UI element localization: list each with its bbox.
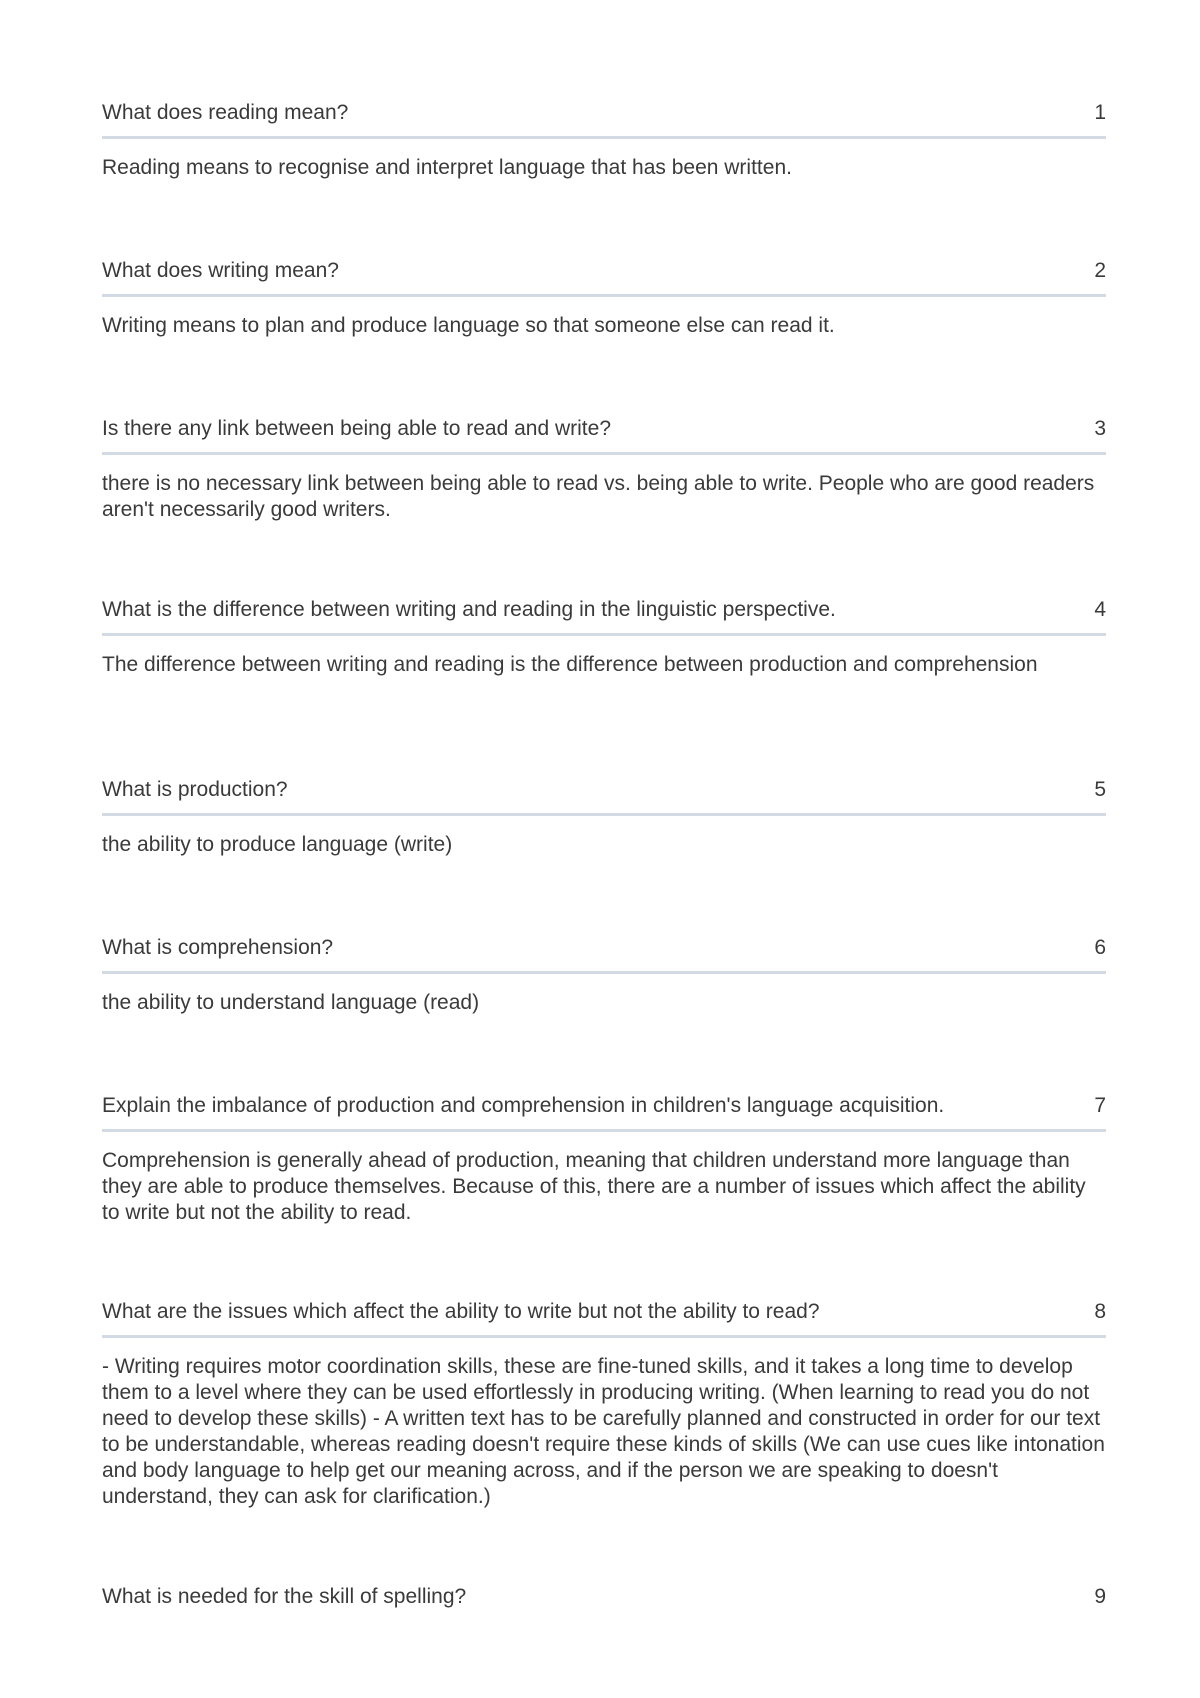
card-number: 5 (1094, 778, 1106, 801)
question-row (102, 416, 1106, 455)
flashcard (102, 1093, 1106, 1226)
answer-text: Writing means to plan and produce language so that someone else can read it. (102, 314, 835, 337)
question-text: Is there any link between being able to read and write? (102, 417, 611, 440)
answer-text: there is no necessary link between being able to read vs. being able to write. People who are good readers aren't necessarily good writers. (102, 472, 1095, 521)
flashcard (102, 1299, 1106, 1510)
flashcard (102, 416, 1106, 523)
question-row (102, 1299, 1106, 1338)
card-number: 1 (1094, 101, 1106, 124)
card-number: 2 (1094, 259, 1106, 282)
question-row (102, 935, 1106, 974)
answer-text: the ability to understand language (read) (102, 991, 480, 1014)
question-text: What is needed for the skill of spelling? (102, 1585, 467, 1608)
flashcard (102, 935, 1106, 1016)
question-text: What does writing mean? (102, 259, 339, 282)
question-text: What does reading mean? (102, 101, 349, 124)
question-row (102, 1093, 1106, 1132)
question-row (102, 777, 1106, 816)
flashcard (102, 1584, 1106, 1620)
answer-text: the ability to produce language (write) (102, 833, 453, 856)
question-text: Explain the imbalance of production and comprehension in children's language acquisition. (102, 1094, 945, 1117)
card-number: 9 (1094, 1585, 1106, 1608)
question-row (102, 258, 1106, 297)
card-number: 6 (1094, 936, 1106, 959)
card-number: 8 (1094, 1300, 1106, 1323)
flashcard (102, 258, 1106, 339)
question-text: What are the issues which affect the ability to write but not the ability to read? (102, 1300, 820, 1323)
card-number: 7 (1094, 1094, 1106, 1117)
flashcard (102, 597, 1106, 678)
flashcard (102, 100, 1106, 181)
question-text: What is production? (102, 778, 288, 801)
question-text: What is comprehension? (102, 936, 334, 959)
question-row (102, 1584, 1106, 1620)
flashcard (102, 777, 1106, 858)
answer-text: Comprehension is generally ahead of production, meaning that children understand more language than they are able to produce themselves. Because of this, there are a number of issues which affect the ability to write but not the ability to read. (102, 1149, 1086, 1224)
answer-text: The difference between writing and reading is the difference between production and comprehension (102, 653, 1038, 676)
answer-text: - Writing requires motor coordination skills, these are fine-tuned skills, and it takes a long time to develop them to a level where they can be used effortlessly in producing writing. (When learning to read you do not need to develop these skills) - A written text has to be carefully planned and constructed in order for our text to be understandable, whereas reading doesn't require these kinds of skills (We can use cues like intonation and body language to help get our meaning across, and if the person we are speaking to doesn't understand, they can ask for clarification.) (102, 1355, 1105, 1508)
question-row (102, 100, 1106, 139)
question-text: What is the difference between writing and reading in the linguistic perspective. (102, 598, 836, 621)
answer-text: Reading means to recognise and interpret language that has been written. (102, 156, 792, 179)
card-number: 4 (1094, 598, 1106, 621)
question-row (102, 597, 1106, 636)
card-number: 3 (1094, 417, 1106, 440)
